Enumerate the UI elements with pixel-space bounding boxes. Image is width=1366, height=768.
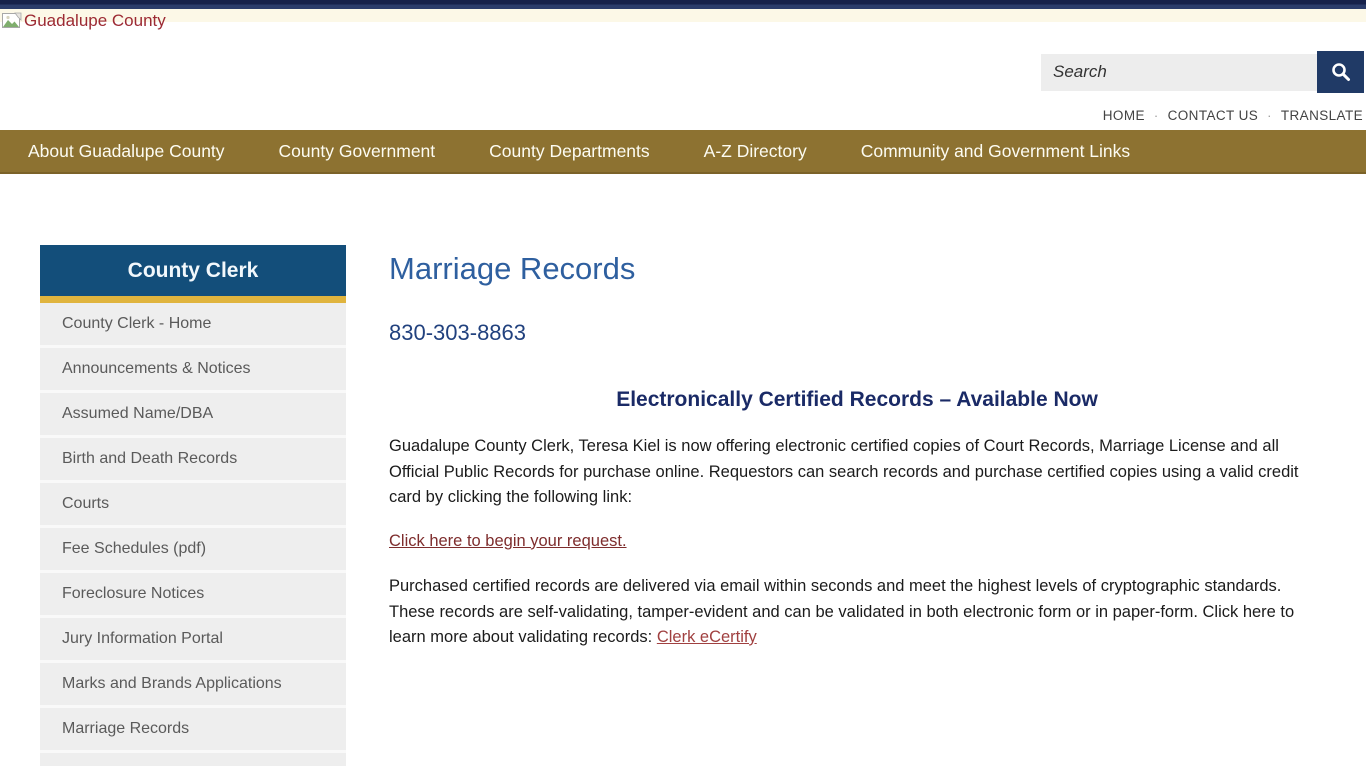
site-header — [0, 9, 1366, 130]
search-input[interactable] — [1041, 54, 1317, 91]
utility-links — [1103, 108, 1363, 123]
details-text: Purchased certified records are delivered via email within seconds and meet the highest levels of cryptographic standards. These records are self-validating, tamper-evident and can be validated in both electronic form or in paper-form. Click here to learn more about validating records: — [389, 577, 1295, 646]
intro-paragraph: Guadalupe County Clerk, Teresa Kiel is now offering electronic certified copies of Court Records, Marriage License and all Official Public Records for purchase online. Requestors can search records and purchase certified copies using a valid credit card by clicking the following link: — [389, 437, 1299, 506]
sidebar-item-courts[interactable]: Courts — [40, 483, 346, 528]
sidebar-menu — [40, 303, 346, 766]
sidebar-title: County Clerk — [40, 245, 346, 296]
sidebar-item-birth-death-records[interactable]: Birth and Death Records — [40, 438, 346, 483]
nav-item-county-government[interactable]: County Government — [278, 140, 436, 161]
nav-item-community-government-links[interactable]: Community and Government Links — [860, 140, 1131, 161]
page-title: Marriage Records — [389, 251, 636, 286]
nav-item-az-directory[interactable]: A-Z Directory — [703, 140, 807, 161]
details-paragraph — [389, 574, 1325, 651]
sidebar-item-fee-schedules[interactable]: Fee Schedules (pdf) — [40, 528, 346, 573]
content-area — [0, 176, 1366, 768]
banner-heading: Electronically Certified Records – Available Now — [616, 388, 1098, 411]
broken-image-icon — [2, 12, 22, 31]
site-logo[interactable] — [2, 11, 166, 31]
nav-item-about-guadalupe-county[interactable]: About Guadalupe County — [28, 140, 225, 161]
separator-dot: · — [1267, 108, 1272, 123]
search-icon — [1330, 61, 1352, 83]
sidebar-item-marriage-records[interactable]: Marriage Records — [40, 708, 346, 753]
nav-item-county-departments[interactable]: County Departments — [489, 140, 650, 161]
begin-request-link[interactable]: Click here to begin your request. — [389, 531, 627, 550]
sidebar-item-assumed-name-dba[interactable]: Assumed Name/DBA — [40, 393, 346, 438]
search-button[interactable] — [1317, 51, 1364, 93]
sidebar-item-partial[interactable] — [40, 753, 346, 766]
sidebar-item-marks-brands-applications[interactable]: Marks and Brands Applications — [40, 663, 346, 708]
site-logo-label: Guadalupe County — [24, 11, 166, 30]
request-link-line — [389, 529, 1325, 555]
sidebar-accent-bar — [40, 296, 346, 303]
sidebar-item-jury-information-portal[interactable]: Jury Information Portal — [40, 618, 346, 663]
phone-number: 830-303-8863 — [389, 320, 527, 345]
main-nav — [0, 130, 1366, 174]
top-accent-bar — [0, 0, 1366, 9]
sidebar-item-announcements-notices[interactable]: Announcements & Notices — [40, 348, 346, 393]
main-content — [389, 250, 1325, 651]
utility-link-contact-us[interactable]: CONTACT US — [1167, 108, 1259, 123]
search-bar — [1041, 51, 1364, 93]
sidebar — [40, 245, 346, 766]
utility-link-home[interactable]: HOME — [1102, 108, 1145, 123]
sidebar-item-county-clerk-home[interactable]: County Clerk - Home — [40, 303, 346, 348]
utility-link-translate[interactable]: TRANSLATE — [1280, 108, 1363, 123]
separator-dot: · — [1153, 108, 1159, 123]
sidebar-item-foreclosure-notices[interactable]: Foreclosure Notices — [40, 573, 346, 618]
clerk-ecertify-link[interactable]: Clerk eCertify — [656, 628, 757, 646]
